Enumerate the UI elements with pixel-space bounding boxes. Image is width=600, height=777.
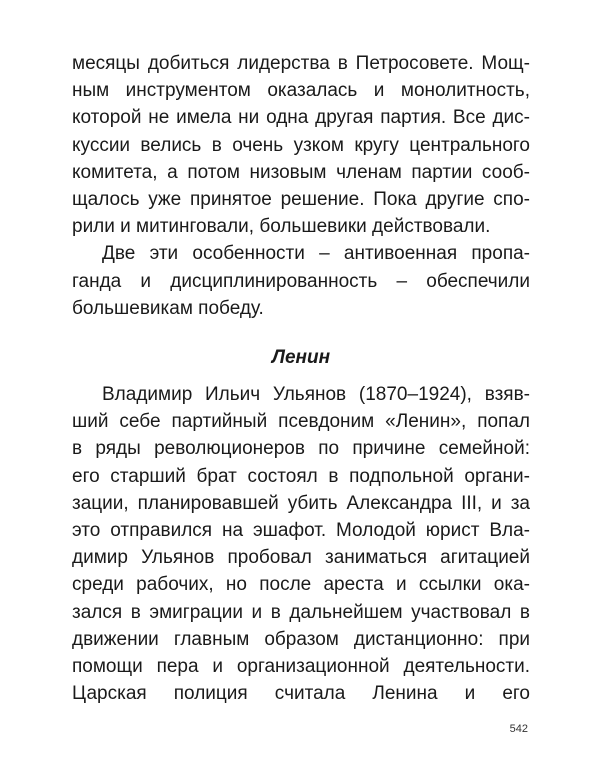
- text-line: ганда и дисциплинированность – обеспечили: [72, 270, 530, 292]
- section-heading: Ленин: [271, 346, 331, 368]
- text-line: ший себе партийный псевдоним «Ленин», попал: [72, 411, 530, 433]
- text-line: среди рабочих, но после ареста и ссылки ока-: [72, 574, 530, 596]
- paragraph: [72, 240, 530, 322]
- text-line: щалось уже принятое решение. Пока другие спо-: [72, 188, 530, 210]
- page-number: 542: [509, 723, 528, 735]
- text-line: которой не имела ни одна другая партия. Все дис-: [72, 107, 530, 129]
- text-line: Владимир Ильич Ульянов (1870–1924), взяв-: [102, 384, 530, 406]
- text-line: большевикам победу.: [72, 297, 264, 319]
- paragraph: [72, 50, 530, 240]
- text-line: помощи пера и организационной деятельности.: [72, 655, 530, 677]
- text-line: рили и митинговали, большевики действовали.: [72, 216, 491, 238]
- text-line: димир Ульянов пробовал заниматься агитацией: [72, 547, 530, 569]
- text-line: куссии велись в очень узком кругу центрального: [72, 134, 530, 156]
- paragraph: [72, 381, 530, 707]
- text-line: комитета, а потом низовым членам партии сооб-: [72, 161, 530, 183]
- text-line: в ряды революционеров по причине семейной:: [72, 438, 530, 460]
- text-line: ным инструментом оказалась и монолитность,: [72, 80, 530, 102]
- page-body: [72, 50, 530, 707]
- text-line: Царская полиция считала Ленина и его: [72, 683, 530, 705]
- text-line: движении главным образом дистанционно: при: [72, 628, 530, 650]
- text-line: Две эти особенности – антивоенная пропа-: [102, 243, 530, 265]
- text-line: зался в эмиграции и в дальнейшем участвовал в: [72, 601, 530, 623]
- text-line: его старший брат состоял в подпольной органи-: [72, 465, 530, 487]
- text-line: месяцы добиться лидерства в Петросовете. Мощ-: [72, 53, 530, 74]
- text-line: это отправился на эшафот. Молодой юрист Вла-: [72, 520, 530, 541]
- text-line: зации, планировавшей убить Александра III, и за: [72, 492, 530, 514]
